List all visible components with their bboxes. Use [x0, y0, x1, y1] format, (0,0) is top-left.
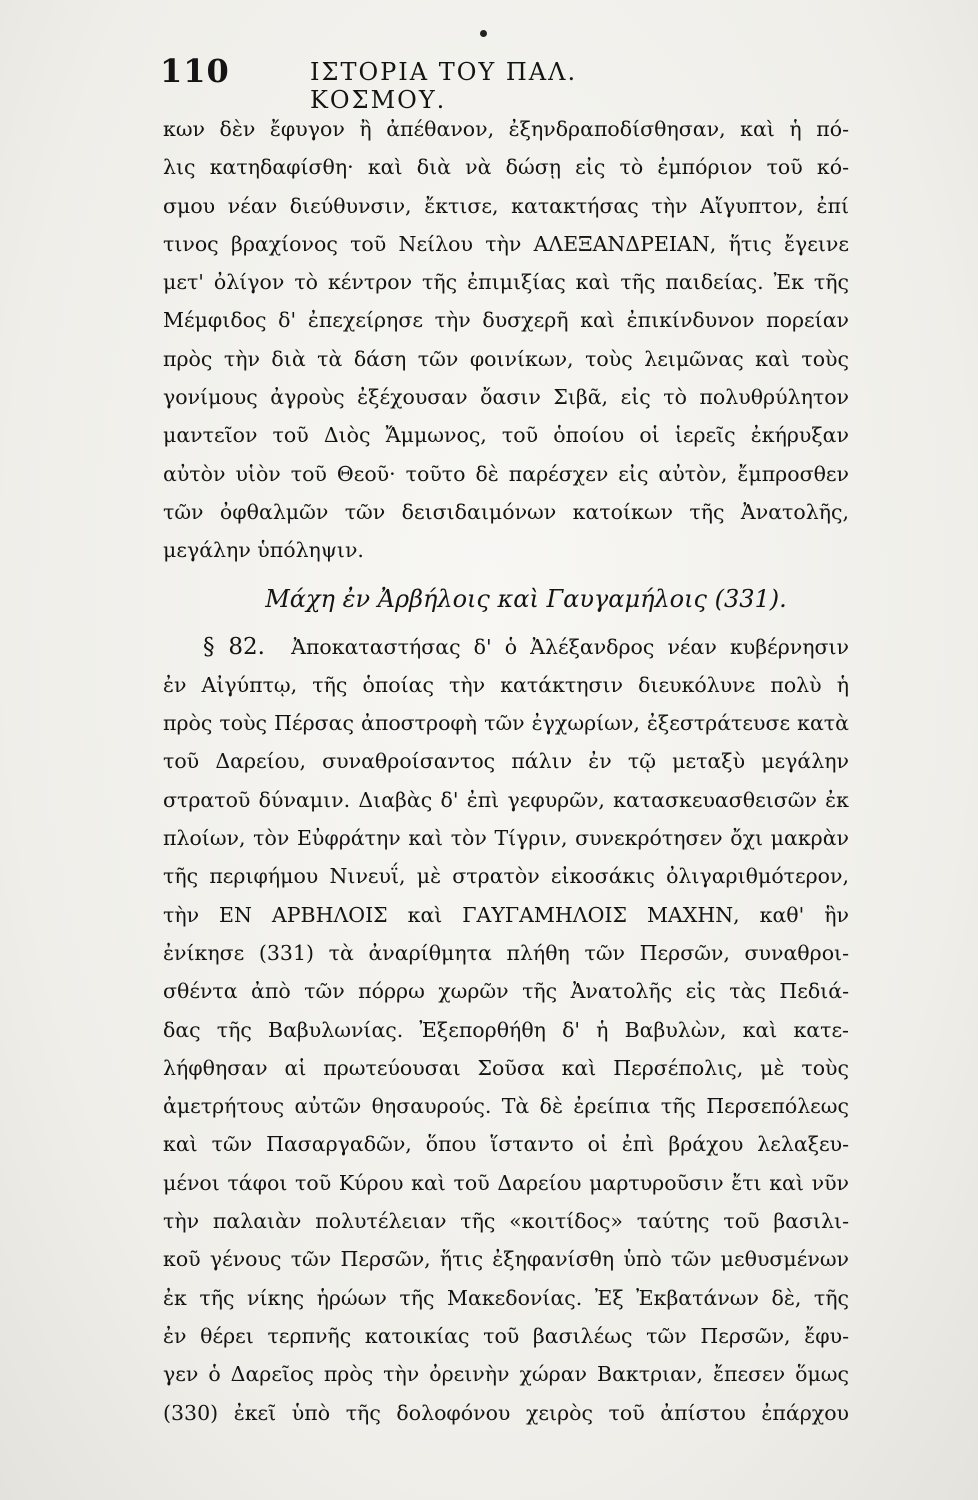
running-title: ΙΣΤΟΡΙΑ ΤΟΥ ΠΑΛ. ΚΟΣΜΟΥ. — [310, 58, 578, 114]
text-line: σθέντα ἀπὸ τῶν πόρρω χωρῶν τῆς Ἀνατολῆς εἰς τὰς Πεδιά- — [163, 979, 849, 1004]
text-line: δας τῆς Βαβυλωνίας. Ἐξεπορθήθη δ' ἡ Βαβυλὼν, καὶ κατε- — [163, 1017, 849, 1042]
text-line: κων δὲν ἔφυγον ἢ ἀπέθανον, ἐξηνδραποδίσθησαν, καὶ ἡ πό- — [163, 117, 849, 141]
text-line: γεν ὁ Δαρεῖος πρὸς τὴν ὀρεινὴν χώραν Βακτριαν, ἔπεσεν ὅμως — [163, 1362, 849, 1387]
text-line: λις κατηδαφίσθη· καὶ διὰ νὰ δώσῃ εἰς τὸ ἐμπόριον τοῦ κό- — [163, 155, 849, 180]
body-text — [163, 110, 849, 1432]
text-line: μεγάλην ὑπόληψιν. — [163, 538, 364, 563]
text-line: μένοι τάφοι τοῦ Κύρου καὶ τοῦ Δαρείου μαρτυροῦσιν ἔτι καὶ νῦν — [163, 1170, 849, 1195]
paragraph-1 — [163, 110, 849, 570]
text-line: Μέμφιδος δ' ἐπεχείρησε τὴν δυσχερῆ καὶ ἐπικίνδυνον πορείαν — [163, 308, 849, 333]
text-line: καὶ τῶν Πασαργαδῶν, ὅπου ἵσταντο οἱ ἐπὶ βράχου λελαξευ- — [163, 1132, 849, 1157]
text-line: τῶν ὀφθαλμῶν τῶν δεισιδαιμόνων κατοίκων τῆς Ἀνατολῆς, — [163, 499, 849, 524]
text-line: πρὸς τοὺς Πέρσας ἀποστροφὴ τῶν ἐγχωρίων, ἐξεστράτευσε κατὰ — [163, 711, 849, 736]
text-line: τοῦ Δαρείου, συναθροίσαντος πάλιν ἐν τῷ μεταξὺ μεγάλην — [163, 749, 849, 774]
text-line: ἐν θέρει τερπνῆς κατοικίας τοῦ βασιλέως τῶν Περσῶν, ἔφυ- — [163, 1323, 849, 1348]
text-line: πρὸς τὴν διὰ τὰ δάση τῶν φοινίκων, τοὺς λειμῶνας καὶ τοὺς — [163, 346, 849, 371]
text-line: σμου νέαν διεύθυνσιν, ἔκτισε, κατακτήσας τὴν Αἴγυπτον, ἐπί — [163, 193, 849, 218]
text-line: ἐν Αἰγύπτῳ, τῆς ὁποίας τὴν κατάκτησιν διευκόλυνε πολὺ ἡ — [163, 672, 849, 697]
ink-dot — [480, 30, 487, 37]
text-line: τινος βραχίονος τοῦ Νείλου τὴν ΑΛΕΞΑΝΔΡΕΙΑΝ, ἥτις ἔγεινε — [163, 231, 849, 256]
text-line: μετ' ὀλίγον τὸ κέντρον τῆς ἐπιμιξίας καὶ τῆς παιδείας. Ἐκ τῆς — [163, 270, 849, 295]
section-number: § 82. — [203, 633, 265, 660]
text-line: (330) ἐκεῖ ὑπὸ τῆς δολοφόνου χειρὸς τοῦ ἀπίστου ἐπάρχου — [163, 1400, 849, 1425]
section-heading: Μάχη ἐν Ἀρβήλοις καὶ Γαυγαμήλοις (331). — [265, 584, 787, 613]
text-line: στρατοῦ δύναμιν. Διαβὰς δ' ἐπὶ γεφυρῶν, κατασκευασθεισῶν ἐκ — [163, 787, 849, 812]
text-line: λήφθησαν αἱ πρωτεύουσαι Σοῦσα καὶ Περσέπολις, μὲ τοὺς — [163, 1055, 849, 1080]
page-number: 110 — [160, 52, 230, 90]
text-line: αὐτὸν υἱὸν τοῦ Θεοῦ· τοῦτο δὲ παρέσχεν εἰς αὐτὸν, ἔμπροσθεν — [163, 461, 849, 486]
text-line: κοῦ γένους τῶν Περσῶν, ἥτις ἐξηφανίσθη ὑπὸ τῶν μεθυσμένων — [163, 1247, 849, 1272]
text-line: τὴν ΕΝ ΑΡΒΗΛΟΙΣ καὶ ΓΑΥΓΑΜΗΛΟΙΣ ΜΑΧΗΝ, καθ' ἣν — [163, 902, 849, 927]
text-line: πλοίων, τὸν Εὐφράτην καὶ τὸν Τίγριν, συνεκρότησεν ὄχι μακρὰν — [163, 826, 849, 851]
text-line: γονίμους ἀγροὺς ἐξέχουσαν ὄασιν Σιβᾶ, εἰς τὸ πολυθρύλητον — [163, 385, 849, 410]
text-line: τὴν παλαιὰν πολυτέλειαν τῆς «κοιτίδος» ταύτης τοῦ βασιλι- — [163, 1209, 849, 1234]
page-header — [160, 52, 720, 114]
text-line: μαντεῖον τοῦ Διὸς Ἄμμωνος, τοῦ ὁποίου οἱ ἱερεῖς ἐκήρυξαν — [163, 423, 849, 448]
text-line: ἀμετρήτους αὐτῶν θησαυρούς. Τὰ δὲ ἐρείπια τῆς Περσεπόλεως — [163, 1094, 849, 1119]
text-line: τῆς περιφήμου Νινευΐ, μὲ στρατὸν εἰκοσάκις ὀλιγαριθμότερον, — [163, 864, 849, 889]
paragraph-2-opening: Ἀποκαταστήσας δ' ὁ Ἀλέξανδρος νέαν κυβέρνησιν — [291, 634, 849, 659]
text-line: ἐνίκησε (331) τὰ ἀναρίθμητα πλήθη τῶν Περσῶν, συναθροι- — [163, 940, 849, 965]
paragraph-2-first-line — [163, 628, 849, 666]
text-line: ἐκ τῆς νίκης ἡρώων τῆς Μακεδονίας. Ἐξ Ἐκβατάνων δὲ, τῆς — [163, 1285, 849, 1310]
paragraph-2 — [163, 666, 849, 1432]
